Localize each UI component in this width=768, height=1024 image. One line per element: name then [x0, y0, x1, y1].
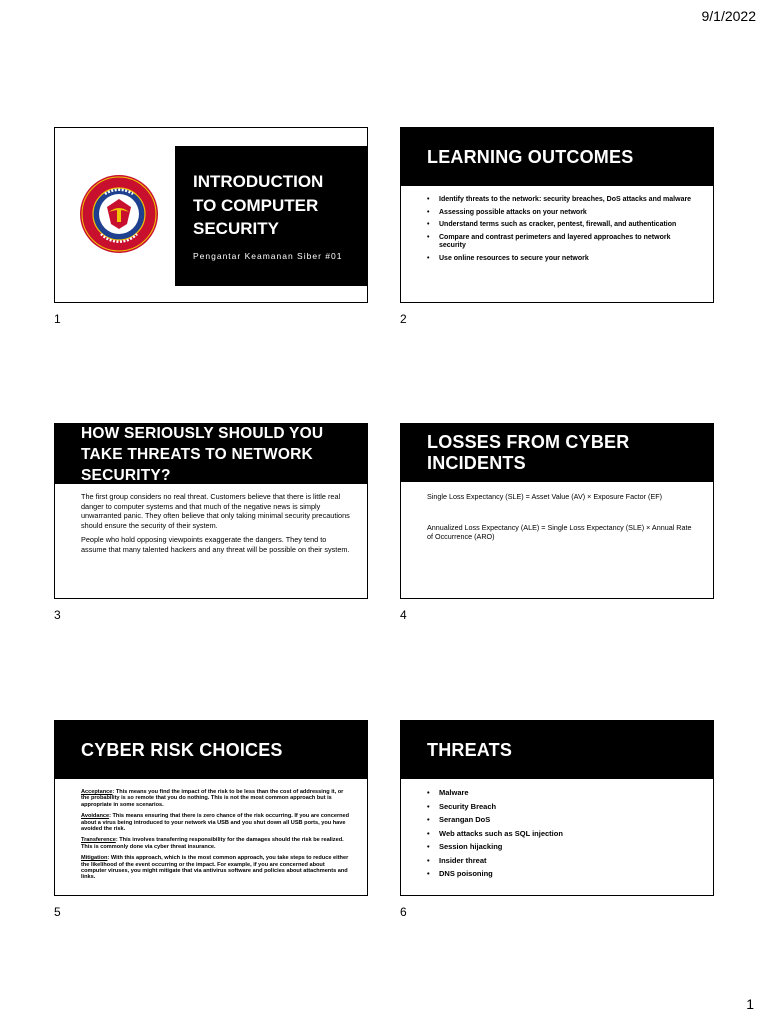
slide-3 — [54, 423, 368, 599]
risk-term: Avoidance — [81, 813, 110, 820]
formula-ale: Annualized Loss Expectancy (ALE) = Single Loss Expectancy (SLE) × Annual Rate of Occurrence (ARO) — [427, 523, 692, 541]
risk-term: Transference — [81, 837, 116, 844]
slide-number: 6 — [400, 905, 407, 919]
slide-number: 2 — [400, 312, 407, 326]
list-item: • Use online resources to secure your network — [427, 255, 697, 264]
risk-text: : With this approach, which is the most common approach, you take steps to reduce either the likelihood of the event occurring or the impact. For example, if you are concerned about computer viruses, you might mitigate that via antivirus software and policies about attachments and links. — [81, 855, 349, 881]
slide-title: LOSSES FROM CYBER INCIDENTS — [401, 424, 713, 482]
list-item: • Malware — [427, 789, 697, 798]
slide-number: 3 — [54, 608, 61, 622]
list-item: • Understand terms such as cracker, pentest, firewall, and authentication — [427, 221, 697, 230]
risk-term: Mitigation — [81, 855, 108, 862]
slide-content — [81, 492, 351, 560]
slide-4 — [400, 423, 714, 599]
slide-2 — [400, 127, 714, 303]
slide-title: INTRODUCTION TO COMPUTER SECURITY — [193, 172, 324, 238]
bullet-list — [427, 789, 697, 879]
university-logo — [79, 174, 159, 254]
slide-content — [427, 492, 697, 546]
bullet-list — [427, 196, 697, 263]
list-item: • Compare and contrast perimeters and layered approaches to network security — [427, 234, 697, 251]
print-date: 9/1/2022 — [701, 8, 756, 24]
slide-1 — [54, 127, 368, 303]
slide-number: 1 — [54, 312, 61, 326]
slide-6 — [400, 720, 714, 896]
slide-number: 4 — [400, 608, 407, 622]
risk-term: Acceptance — [81, 789, 113, 795]
formula-sle: Single Loss Expectancy (SLE) = Asset Value (AV) × Exposure Factor (EF) — [427, 492, 663, 501]
paragraph: The first group considers no real threat. Customers believe that there is little real danger to computer systems and that much of the negative news is simply unwarranted panic. They often believe that only taking minimal security precautions should ensure the security of their system. — [81, 492, 350, 530]
slide-content — [427, 196, 697, 267]
title-block — [175, 146, 368, 286]
page-number: 1 — [746, 996, 754, 1012]
risk-item — [81, 789, 351, 808]
slide-title: HOW SERIOUSLY SHOULD YOU TAKE THREATS TO NETWORK SECURITY? — [55, 424, 367, 484]
paragraph: People who hold opposing viewpoints exaggerate the dangers. They tend to assume that many talented hackers and any threat will be possible on their system. — [81, 535, 350, 554]
list-item: • Web attacks such as SQL injection — [427, 830, 697, 839]
list-item: • Assessing possible attacks on your network — [427, 209, 697, 218]
slide-content — [81, 789, 351, 886]
list-item: • Session hijacking — [427, 843, 697, 852]
list-item: • Identify threats to the network: security breaches, DoS attacks and malware — [427, 196, 697, 205]
list-item: • Serangan DoS — [427, 816, 697, 825]
risk-item — [81, 855, 351, 881]
list-item: • Insider threat — [427, 857, 697, 866]
risk-item — [81, 837, 351, 850]
risk-text: : This means you find the impact of the risk to be less than the cost of addressing it, or the probability is so remote that you do nothing. This is not the most common approach but is appropriate in some scenarios. — [81, 789, 344, 808]
slide-5 — [54, 720, 368, 896]
slide-content — [427, 789, 697, 884]
list-item: • Security Breach — [427, 803, 697, 812]
risk-text: : This means ensuring that there is zero chance of the risk occurring. If you are concerned about a virus being introduced to your network via USB and you shut down all USB ports, you have avoided the risk. — [81, 813, 350, 833]
slide-title: CYBER RISK CHOICES — [55, 721, 367, 779]
list-item: • DNS poisoning — [427, 870, 697, 879]
slide-subtitle: Pengantar Keamanan Siber #01 — [193, 250, 343, 261]
risk-item — [81, 813, 351, 832]
risk-text: : This involves transferring responsibility for the damages should the risk be realized. This is commonly done via cyber threat insurance. — [81, 837, 344, 850]
slide-number: 5 — [54, 905, 61, 919]
slide-title: THREATS — [401, 721, 713, 779]
slide-title: LEARNING OUTCOMES — [401, 128, 713, 186]
